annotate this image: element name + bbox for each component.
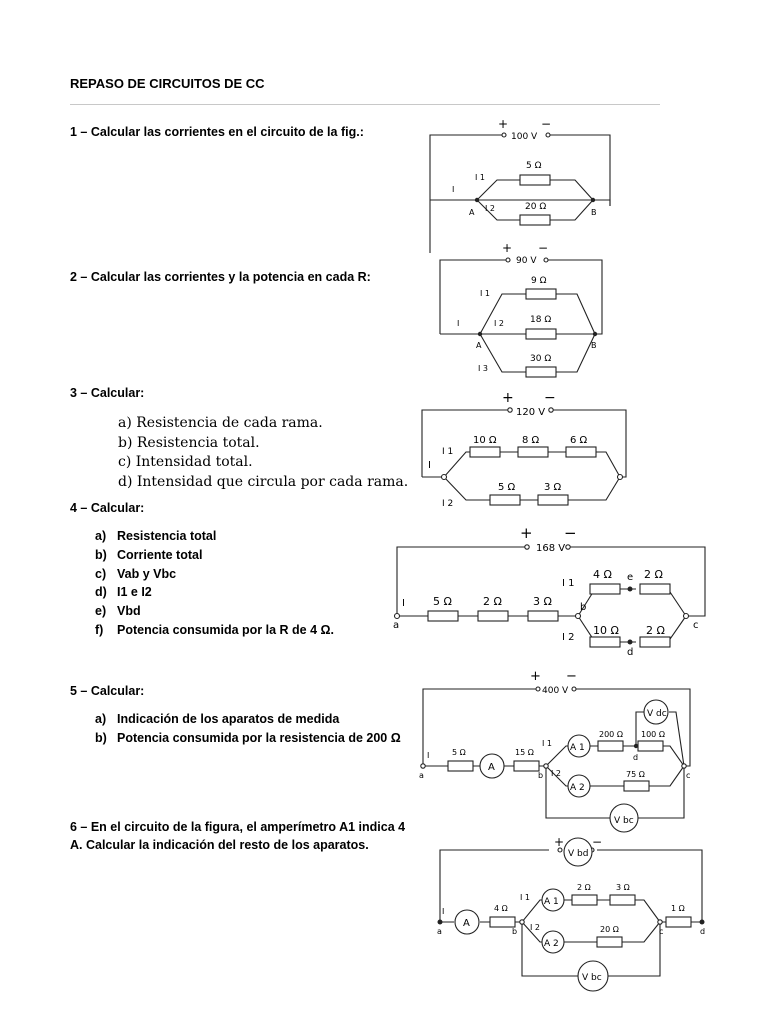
source-label: 400 V — [542, 686, 569, 696]
list-item: f) Potencia consumida por la R de 4 Ω. — [95, 622, 335, 637]
list-item: e) Vbd — [95, 604, 141, 619]
i-label: I — [442, 907, 445, 916]
list-item: b) Corriente total — [95, 547, 203, 562]
plus-sign: + — [554, 835, 565, 849]
plus-sign: + — [498, 117, 509, 131]
source-label: 120 V — [516, 407, 546, 418]
r1-label: 5 Ω — [452, 748, 466, 757]
node-c-label: c — [686, 771, 691, 780]
r6-label: 10 Ω — [593, 624, 619, 637]
node-a-label: A — [476, 341, 482, 350]
i-label: I — [457, 319, 460, 328]
i1-label: I 1 — [542, 739, 552, 748]
r3-label: 30 Ω — [530, 354, 552, 364]
node-a-label: a — [437, 927, 442, 936]
plus-sign: + — [502, 390, 514, 406]
r3-label: 6 Ω — [570, 435, 588, 446]
i1-label: I 1 — [480, 289, 490, 298]
circuit-figure-5 — [418, 666, 698, 834]
r1-label: 4 Ω — [494, 904, 508, 913]
node-a-label: A — [469, 208, 475, 217]
node-d-label: d — [627, 647, 634, 658]
circuit-figure-6 — [432, 835, 717, 998]
r4-label: 5 Ω — [498, 482, 516, 493]
node-b-label: b — [512, 927, 518, 936]
i3-label: I 3 — [478, 364, 488, 373]
r4-label: 20 Ω — [600, 925, 619, 934]
voltmeter-vbc-label: V bc — [614, 816, 634, 826]
ammeter-label: A — [488, 762, 495, 773]
r2-label: 18 Ω — [530, 315, 552, 325]
node-d-label: d — [700, 927, 706, 936]
i2-label: I 2 — [562, 632, 575, 643]
circuit-figure-1 — [425, 118, 615, 230]
problem-6-text-line2: A. Calcular la indicación del resto de los aparatos. — [70, 838, 369, 852]
plus-sign: + — [502, 241, 513, 255]
problem-5-text: 5 – Calcular: — [70, 684, 145, 698]
i2-label: I 2 — [494, 319, 504, 328]
node-c-label: c — [659, 927, 664, 936]
list-item: b) Resistencia total. — [118, 434, 260, 451]
r2-label: 2 Ω — [483, 595, 502, 608]
minus-sign: − — [592, 835, 603, 849]
i-label: I — [427, 751, 430, 760]
r5-label: 75 Ω — [626, 770, 645, 779]
list-item: b) Potencia consumida por la resistencia de 200 Ω — [95, 730, 401, 745]
minus-sign: − — [541, 117, 552, 131]
i2-label: I 2 — [485, 204, 495, 213]
node-a-label: a — [393, 620, 400, 631]
r3-label: 200 Ω — [599, 730, 623, 739]
minus-sign: − — [566, 669, 577, 684]
minus-sign: − — [544, 390, 556, 406]
i2-label: I 2 — [551, 769, 561, 778]
list-item: d) Intensidad que circula por cada rama. — [118, 473, 409, 490]
plus-sign: + — [520, 524, 533, 542]
list-item: c) Vab y Vbc — [95, 566, 177, 581]
circuit-figure-3 — [418, 390, 633, 510]
list-item: a) Resistencia total — [95, 529, 217, 543]
i-label: I — [452, 185, 455, 194]
voltmeter-vdc-label: V dc — [647, 709, 667, 719]
problem-5-list — [95, 710, 401, 748]
list-item: c) Intensidad total. — [118, 454, 253, 470]
title-divider — [70, 104, 660, 105]
problem-3-list — [118, 414, 408, 492]
node-a-label: a — [419, 771, 424, 780]
node-b-label: B — [591, 208, 597, 217]
i2-label: I 2 — [530, 923, 540, 932]
circuit-figure-4 — [390, 522, 710, 657]
r1-label: 5 Ω — [433, 595, 452, 608]
source-label: 100 V — [511, 132, 538, 142]
ammeter-a2-label: A 2 — [570, 783, 585, 793]
r3-label: 3 Ω — [533, 595, 552, 608]
i1-label: I 1 — [520, 893, 530, 902]
ammeter-a2-label: A 2 — [544, 939, 559, 949]
r5-label: 1 Ω — [671, 904, 685, 913]
node-b-label: b — [580, 602, 587, 613]
ammeter-a1-label: A 1 — [570, 743, 585, 753]
r1-label: 5 Ω — [526, 161, 542, 171]
problem-4-text: 4 – Calcular: — [70, 501, 145, 515]
i-label: I — [428, 460, 431, 471]
r1-label: 9 Ω — [531, 276, 547, 286]
r1-label: 10 Ω — [473, 435, 497, 446]
list-item: d) I1 e I2 — [95, 585, 152, 600]
problem-3-text: 3 – Calcular: — [70, 386, 145, 400]
r2-label: 2 Ω — [577, 883, 591, 892]
problem-2-text: 2 – Calcular las corrientes y la potencia en cada R: — [70, 270, 371, 284]
ammeter-label: A — [463, 918, 470, 929]
r7-label: 2 Ω — [646, 624, 665, 637]
voltmeter-vbc-label: V bc — [582, 973, 602, 983]
list-item: a) Resistencia de cada rama. — [118, 415, 323, 431]
r4-label: 100 Ω — [641, 730, 665, 739]
i1-label: I 1 — [562, 578, 575, 589]
r4-label: 4 Ω — [593, 568, 612, 581]
source-label: 90 V — [516, 256, 537, 266]
minus-sign: − — [538, 241, 549, 255]
i1-label: I 1 — [442, 447, 454, 457]
node-e-label: e — [627, 572, 634, 583]
i-label: I — [402, 598, 405, 609]
r3-label: 3 Ω — [616, 883, 630, 892]
r5-label: 3 Ω — [544, 482, 562, 493]
problem-6-text-line1: 6 – En el circuito de la figura, el amperímetro A1 indica 4 — [70, 820, 406, 834]
r2-label: 8 Ω — [522, 435, 540, 446]
node-c-label: c — [693, 620, 699, 631]
node-b-label: B — [591, 341, 597, 350]
source-label: 168 V — [536, 543, 566, 554]
voltmeter-vbd-label: V bd — [568, 849, 589, 859]
node-b-label: b — [538, 771, 544, 780]
ammeter-a1-label: A 1 — [544, 897, 559, 907]
problem-1-text: 1 – Calcular las corrientes en el circuito de la fig.: — [70, 125, 364, 139]
r2-label: 15 Ω — [515, 748, 534, 757]
page-title: REPASO DE CIRCUITOS DE CC — [70, 76, 265, 91]
r5-label: 2 Ω — [644, 568, 663, 581]
list-item: a) Indicación de los aparatos de medida — [95, 712, 340, 726]
circuit-figure-2 — [432, 238, 607, 376]
r2-label: 20 Ω — [525, 202, 547, 212]
node-d-label: d — [633, 753, 639, 762]
plus-sign: + — [530, 669, 541, 684]
minus-sign: − — [564, 524, 577, 542]
i2-label: I 2 — [442, 499, 454, 509]
problem-4-list — [95, 527, 334, 640]
i1-label: I 1 — [475, 173, 485, 182]
